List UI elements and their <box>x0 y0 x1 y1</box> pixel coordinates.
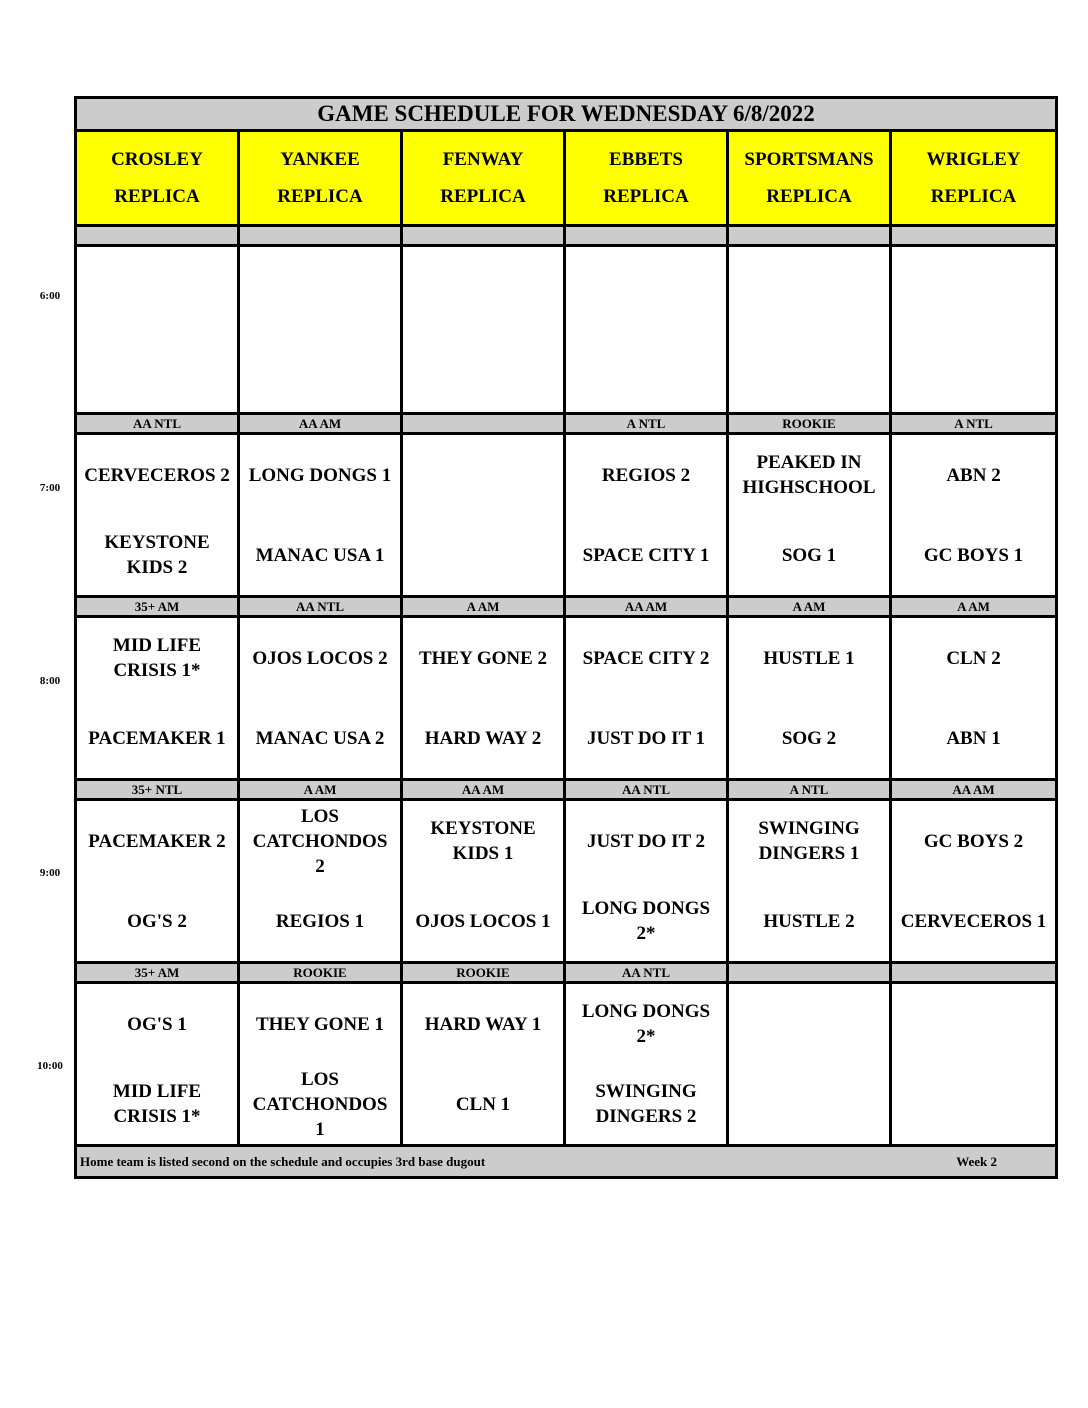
away-team: GC BOYS 2 <box>923 830 1024 852</box>
empty-slot-cell <box>728 246 891 414</box>
home-team: OJOS LOCOS 1 <box>415 910 551 932</box>
field-header <box>76 131 239 226</box>
home-team: PACEMAKER 1 <box>88 727 226 749</box>
home-team: CLN 1 <box>455 1093 511 1115</box>
league-label: ROOKIE <box>728 414 891 434</box>
game-cell <box>891 983 1057 1146</box>
home-team: HUSTLE 2 <box>763 910 855 932</box>
league-label <box>402 414 565 434</box>
away-team: HARD WAY 1 <box>424 1013 542 1035</box>
game-cell <box>239 983 402 1146</box>
league-label: A AM <box>239 780 402 800</box>
game-cell <box>402 800 565 963</box>
spacer-cell <box>402 226 565 246</box>
game-cell <box>76 983 239 1146</box>
time-label: 8:00 <box>39 675 61 687</box>
league-label: 35+ AM <box>76 963 239 983</box>
league-label: AA NTL <box>565 963 728 983</box>
home-team: MID LIFE CRISIS 1* <box>112 1081 202 1127</box>
game-cell <box>239 434 402 597</box>
schedule-table <box>74 96 1058 1179</box>
away-team: SPACE CITY 2 <box>582 647 710 669</box>
field-subtitle: REPLICA <box>766 186 852 207</box>
away-team: LOS CATCHONDOS 2 <box>252 805 388 877</box>
field-subtitle: REPLICA <box>930 186 1017 207</box>
home-team <box>729 1064 889 1144</box>
field-header <box>402 131 565 226</box>
game-cell <box>565 800 728 963</box>
game-cell <box>565 434 728 597</box>
away-team <box>403 435 563 515</box>
home-team: MANAC USA 1 <box>255 544 385 566</box>
league-label <box>728 963 891 983</box>
field-header <box>728 131 891 226</box>
home-team: MANAC USA 2 <box>255 727 385 749</box>
league-label: A AM <box>402 597 565 617</box>
game-cell <box>402 983 565 1146</box>
field-subtitle: REPLICA <box>440 186 526 207</box>
away-team: OJOS LOCOS 2 <box>252 647 388 669</box>
field-name: YANKEE <box>280 149 360 170</box>
home-team: SOG 2 <box>781 727 837 749</box>
game-cell <box>239 800 402 963</box>
game-cell <box>402 434 565 597</box>
footer-note: Home team is listed second on the schedule and occupies 3rd base dugout <box>80 1153 486 1169</box>
home-team: SPACE CITY 1 <box>582 544 710 566</box>
field-header <box>565 131 728 226</box>
game-cell <box>891 617 1057 780</box>
league-label: AA AM <box>239 414 402 434</box>
away-team: THEY GONE 2 <box>418 647 548 669</box>
league-label <box>891 963 1057 983</box>
league-label: A NTL <box>565 414 728 434</box>
away-team: OG'S 1 <box>127 1013 187 1035</box>
field-subtitle: REPLICA <box>114 186 200 207</box>
game-cell <box>239 617 402 780</box>
game-cell <box>76 800 239 963</box>
home-team: CERVECEROS 1 <box>900 910 1047 932</box>
league-label: AA AM <box>891 780 1057 800</box>
game-cell <box>728 983 891 1146</box>
game-cell <box>402 617 565 780</box>
spacer-cell <box>891 226 1057 246</box>
field-subtitle: REPLICA <box>277 186 363 207</box>
away-team: THEY GONE 1 <box>255 1013 385 1035</box>
home-team: REGIOS 1 <box>275 910 365 932</box>
time-label: 10:00 <box>37 1060 63 1072</box>
field-name: CROSLEY <box>111 149 203 170</box>
home-team: GC BOYS 1 <box>923 544 1024 566</box>
league-label: A NTL <box>891 414 1057 434</box>
away-team: MID LIFE CRISIS 1* <box>112 635 202 681</box>
game-cell <box>728 434 891 597</box>
away-team: KEYSTONE KIDS 1 <box>430 818 536 864</box>
spacer-cell <box>76 226 239 246</box>
field-subtitle: REPLICA <box>603 186 689 207</box>
league-label: AA AM <box>565 597 728 617</box>
away-team: SWINGING DINGERS 1 <box>758 818 860 864</box>
away-team <box>729 984 889 1064</box>
game-cell <box>76 434 239 597</box>
empty-slot-cell <box>402 246 565 414</box>
away-team: REGIOS 2 <box>601 464 691 486</box>
home-team <box>403 515 563 595</box>
spacer-cell <box>565 226 728 246</box>
schedule-title: GAME SCHEDULE FOR WEDNESDAY 6/8/2022 <box>76 98 1057 131</box>
home-team: HARD WAY 2 <box>424 727 542 749</box>
field-header <box>239 131 402 226</box>
home-team: ABN 1 <box>946 727 1001 749</box>
week-label: Week 2 <box>956 1153 998 1169</box>
away-team: PEAKED IN HIGHSCHOOL <box>742 452 876 498</box>
away-team: LONG DONGS 1 <box>248 464 392 486</box>
empty-slot-cell <box>76 246 239 414</box>
league-label: ROOKIE <box>402 963 565 983</box>
league-label: 35+ NTL <box>76 780 239 800</box>
field-header <box>891 131 1057 226</box>
empty-slot-cell <box>891 246 1057 414</box>
time-label: 9:00 <box>39 867 61 879</box>
league-label: ROOKIE <box>239 963 402 983</box>
field-name: SPORTSMANS <box>744 149 874 170</box>
away-team: HUSTLE 1 <box>763 647 855 669</box>
time-label: 7:00 <box>39 482 61 494</box>
field-name: WRIGLEY <box>926 149 1021 170</box>
away-team: PACEMAKER 2 <box>88 830 226 852</box>
home-team: JUST DO IT 1 <box>586 727 706 749</box>
away-team <box>892 984 1055 1064</box>
time-label: 6:00 <box>39 290 61 302</box>
home-team <box>892 1064 1055 1144</box>
game-cell <box>76 617 239 780</box>
game-cell <box>728 800 891 963</box>
home-team: OG'S 2 <box>127 910 187 932</box>
home-team: SWINGING DINGERS 2 <box>595 1081 697 1127</box>
home-team: SOG 1 <box>781 544 837 566</box>
away-team: CLN 2 <box>946 647 1001 669</box>
league-label: A NTL <box>728 780 891 800</box>
home-team: LOS CATCHONDOS 1 <box>252 1068 388 1140</box>
home-team: LONG DONGS 2* <box>581 898 711 944</box>
league-label: AA NTL <box>239 597 402 617</box>
league-label: A AM <box>728 597 891 617</box>
game-cell <box>728 617 891 780</box>
home-team: KEYSTONE KIDS 2 <box>104 532 210 578</box>
away-team: JUST DO IT 2 <box>586 830 706 852</box>
game-cell <box>891 800 1057 963</box>
footer <box>76 1146 1057 1178</box>
league-label: AA NTL <box>76 414 239 434</box>
league-label: 35+ AM <box>76 597 239 617</box>
game-cell <box>565 617 728 780</box>
league-label: A AM <box>891 597 1057 617</box>
away-team: LONG DONGS 2* <box>581 1001 711 1047</box>
empty-slot-cell <box>239 246 402 414</box>
field-name: EBBETS <box>609 149 683 170</box>
spacer-cell <box>239 226 402 246</box>
away-team: ABN 2 <box>946 464 1001 486</box>
league-label: AA NTL <box>565 780 728 800</box>
spacer-cell <box>728 226 891 246</box>
game-cell <box>565 983 728 1146</box>
field-name: FENWAY <box>442 149 524 170</box>
league-label: AA AM <box>402 780 565 800</box>
away-team: CERVECEROS 2 <box>84 464 230 486</box>
empty-slot-cell <box>565 246 728 414</box>
game-cell <box>891 434 1057 597</box>
